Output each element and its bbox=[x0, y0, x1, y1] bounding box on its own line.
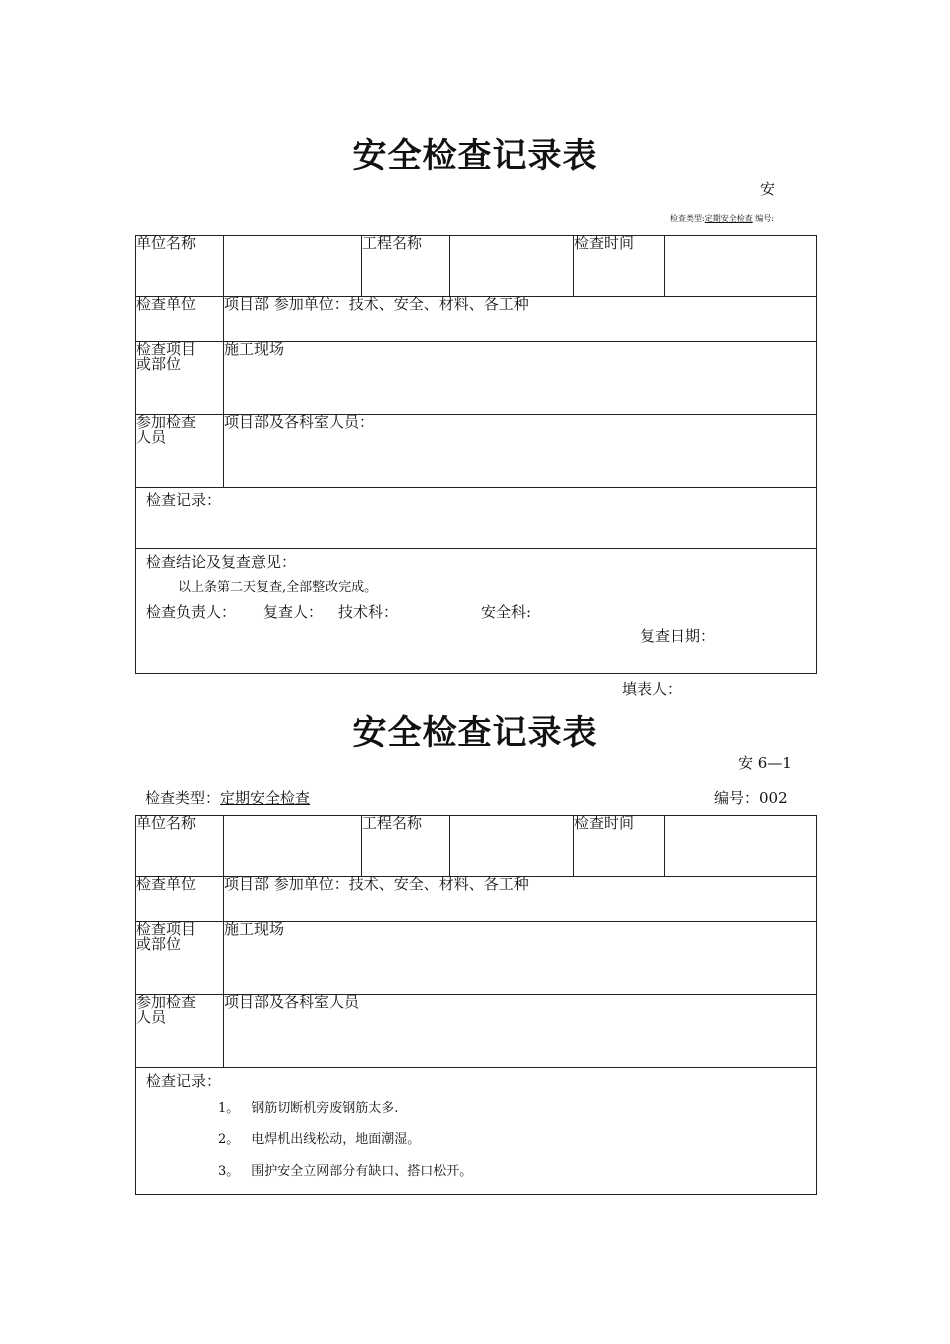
form1-tech-label: 技术科： bbox=[338, 603, 399, 621]
form2-record-item: 3。 围护安全立网部分有缺口、搭口松开。 bbox=[218, 1164, 473, 1179]
form1-title: 安全检查记录表 bbox=[352, 136, 598, 176]
form2-unit-label: 单位名称 bbox=[136, 816, 224, 877]
form2-project-value bbox=[450, 816, 574, 877]
form2-unit-value bbox=[224, 816, 362, 877]
form2-inspect-unit-label: 检查单位 bbox=[136, 877, 224, 922]
form1-conclusion-cell bbox=[136, 549, 817, 674]
form1-unit-label: 单位名称 bbox=[136, 236, 224, 297]
form2-time-value bbox=[665, 816, 817, 877]
form2-project-label: 工程名称 bbox=[362, 816, 450, 877]
form2-participants-label: 参加检查 人员 bbox=[136, 995, 224, 1068]
form2-table bbox=[135, 815, 817, 1195]
form1-project-value bbox=[450, 236, 574, 297]
form2-code: 安 6—1 bbox=[738, 754, 792, 772]
form2-number-label: 编号：002 bbox=[714, 789, 788, 807]
form1-participants-value: 项目部及各科室人员： bbox=[224, 415, 817, 488]
form1-filler-label: 填表人： bbox=[622, 680, 683, 698]
form2-record-item: 2。 电焊机出线松动，地面潮湿。 bbox=[218, 1132, 421, 1147]
form1-type-label: 检查类型: bbox=[670, 214, 705, 223]
form2-item-label: 检查项目 或部位 bbox=[136, 922, 224, 995]
form2-record-cell bbox=[136, 1068, 817, 1195]
form1-conclusion-text: 以上条第二天复查,全部整改完成。 bbox=[178, 580, 378, 595]
form2-inspect-unit-value: 项目部 参加单位：技术、安全、材料、各工种 bbox=[224, 877, 817, 922]
form2-record-item: 1。 钢筋切断机旁废钢筋太多. bbox=[218, 1101, 399, 1116]
form1-type-value: 定期安全检查 bbox=[704, 214, 753, 223]
form1-review-date-label: 复查日期： bbox=[640, 627, 716, 645]
form1-item-label: 检查项目 或部位 bbox=[136, 342, 224, 415]
form2-type-label: 检查类型： bbox=[145, 789, 221, 807]
form1-record-label: 检查记录： bbox=[136, 488, 817, 549]
form1-project-label: 工程名称 bbox=[362, 236, 450, 297]
form1-participants-label: 参加检查 人员 bbox=[136, 415, 224, 488]
form2-item-value: 施工现场 bbox=[224, 922, 817, 995]
form1-safety-label: 安全科: bbox=[481, 603, 532, 621]
form1-time-value bbox=[665, 236, 817, 297]
form1-responsible-label: 检查负责人： bbox=[146, 603, 237, 621]
form1-reviewer-label: 复查人： bbox=[263, 603, 324, 621]
form2-title: 安全检查记录表 bbox=[352, 713, 598, 753]
form1-item-value: 施工现场 bbox=[224, 342, 817, 415]
form1-header-line bbox=[670, 213, 774, 224]
form2-time-label: 检查时间 bbox=[574, 816, 665, 877]
form2-participants-value: 项目部及各科室人员 bbox=[224, 995, 817, 1068]
form1-code: 安 bbox=[760, 180, 776, 198]
form1-table bbox=[135, 235, 817, 674]
form1-number-label: 编号: bbox=[752, 214, 774, 223]
form1-unit-value bbox=[224, 236, 362, 297]
form2-type-line bbox=[145, 787, 310, 808]
form1-time-label: 检查时间 bbox=[574, 236, 665, 297]
form1-inspect-unit-value: 项目部 参加单位：技术、安全、材料、各工种 bbox=[224, 297, 817, 342]
form1-inspect-unit-label: 检查单位 bbox=[136, 297, 224, 342]
form2-type-value: 定期安全检查 bbox=[220, 789, 311, 807]
form1-conclusion-label: 检查结论及复查意见： bbox=[146, 553, 297, 571]
form2-record-label: 检查记录： bbox=[146, 1072, 222, 1090]
